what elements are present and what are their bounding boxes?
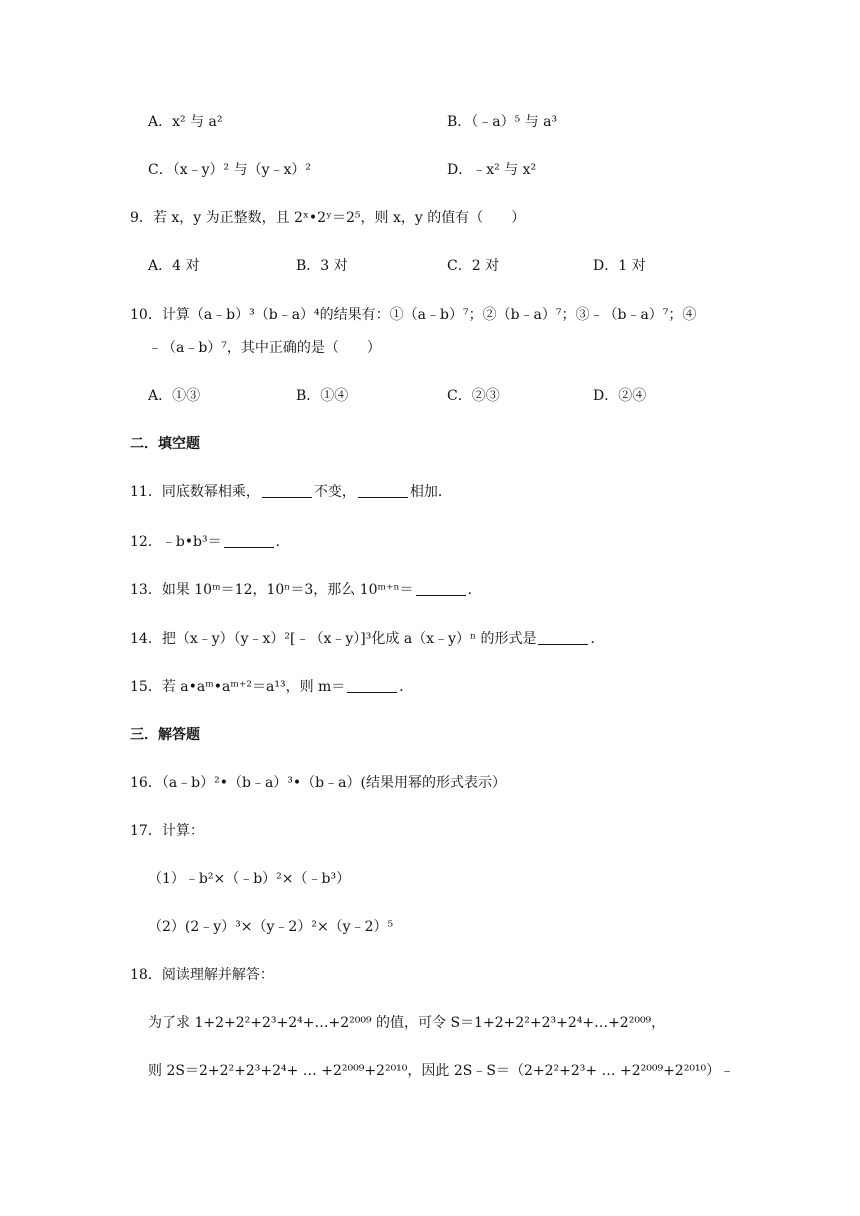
q8-option-b: B．（﹣a）⁵ 与 a³ [447,114,558,130]
q18-line1: 为了求 1+2+2²+2³+2⁴+…+2²⁰⁰⁹ 的值，可令 S＝1+2+2²+2³+2⁴+…+2²⁰⁰⁹， [148,1015,666,1031]
q13-blank [416,581,466,596]
q16: 16．（a﹣b）²•（b﹣a）³•（b﹣a）(结果用幂的形式表示） [130,775,506,791]
q12-blank [224,533,274,548]
q10-option-c: C．②③ [447,388,500,404]
q14-blank [538,630,588,645]
q11-text-1: 11．同底数幂相乘， [130,484,260,500]
q11 [130,482,452,502]
q14 [130,629,604,649]
q9-option-c: C．2 对 [447,258,500,274]
q10-stem-line2: ﹣（a﹣b）⁷，其中正确的是（ ） [148,340,381,356]
q15-text-1: 15．若 a•aᵐ•aᵐ⁺²＝a¹³，则 m＝ [130,679,346,695]
q13-text-2: ． [467,582,482,598]
q10-option-d: D．②④ [593,388,647,404]
q17-sub2: （2）(2﹣y）³×（y﹣2）²×（y﹣2）⁵ [148,919,394,935]
section-title-solve: 三．解答题 [130,727,200,743]
q15-text-2: ． [399,679,414,695]
q15-blank [347,678,397,693]
q12-text-1: 12．﹣b•b³＝ [130,534,222,550]
q17-stem: 17．计算： [130,823,204,839]
q8-option-a: A．x² 与 a² [148,114,223,130]
q14-text-2: ． [590,631,605,647]
section-title-fill-in: 二．填空题 [130,436,200,452]
q12-text-2: ． [275,534,290,550]
q17-sub1: （1）﹣b²×（﹣b）²×（﹣b³） [148,871,351,887]
q13-text-1: 13．如果 10ᵐ＝12，10ⁿ＝3，那么 10ᵐ⁺ⁿ＝ [130,582,414,598]
q8-option-d: D．﹣x² 与 x² [447,162,537,178]
q9-option-d: D．1 对 [593,258,646,274]
q15 [130,677,413,697]
q12 [130,532,290,552]
q11-text-3: 相加． [409,484,452,500]
q10-stem-line1: 10．计算（a﹣b）³（b﹣a）⁴的结果有：①（a﹣b）⁷；②（b﹣a）⁷；③﹣（b﹣a）⁷；④ [130,307,697,323]
q18-stem: 18．阅读理解并解答： [130,967,274,983]
q9-option-a: A．4 对 [148,258,200,274]
q13 [130,580,482,600]
q18-line2: 则 2S＝2+2²+2³+2⁴+ … +2²⁰⁰⁹+2²⁰¹⁰，因此 2S﹣S＝（2+2²+2³+ … +2²⁰⁰⁹+2²⁰¹⁰）﹣ [148,1063,735,1079]
q11-blank-2 [358,483,408,498]
q9-option-b: B．3 对 [296,258,348,274]
q8-option-c: C．（x﹣y）² 与（y﹣x）² [148,162,311,178]
q14-text-1: 14．把（x﹣y）（y﹣x）²[﹣（x﹣y）]³化成 a（x﹣y）ⁿ 的形式是 [130,631,537,647]
q10-option-a: A．①③ [148,388,201,404]
q9-stem: 9．若 x，y 为正整数，且 2ˣ•2ʸ＝2⁵，则 x，y 的值有（ ） [130,210,526,226]
q11-blank-1 [262,483,312,498]
q10-option-b: B．①④ [296,388,349,404]
q11-text-2: 不变， [313,484,356,500]
